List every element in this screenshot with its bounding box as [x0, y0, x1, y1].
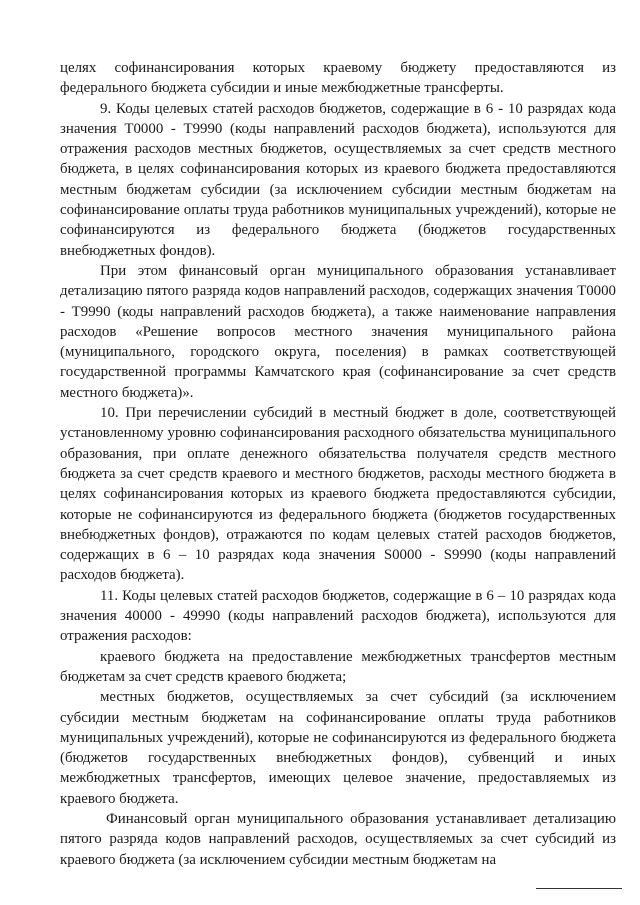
paragraph-item-10: 10. При перечислении субсидий в местный бюджет в доле, соответствующей установленному уровню софинансирования расходного обязательства муниципального образования, при оплате денежного обязательства получателя средств местного бюджета за счет средств краевого и местного бюджетов, расходы местного бюджета в целях софинансирования которых из краевого бюджета предоставляются субсидии, которые не софинансируются из федерального бюджета (бюджетов государственных внебюджетных фондов), отражаются по кодам целевых статей расходов бюджетов, содержащих в 6 – 10 разрядах кода значения S0000 - S9990 (коды направлений расходов бюджета).	[60, 405, 616, 584]
paragraph-item-11-local: местных бюджетов, осуществляемых за счет субсидий (за исключением субсидии местным бюджетам на софинансирование оплаты труда работников муниципальных учреждений), которые не софинансируются из федерального бюджета (бюджетов государственных внебюджетных фондов), субвенций и иных межбюджетных трансфертов, имеющих целевое значение, предоставляемых из краевого бюджета.	[60, 689, 616, 807]
paragraph-continuation: целях софинансирования которых краевому бюджету предоставляются из федерального бюджета субсидии и иные межбюджетные трансферты.	[60, 60, 616, 97]
paragraph-item-9: 9. Коды целевых статей расходов бюджетов, содержащие в 6 - 10 разрядах кода значения Т0000 - Т9990 (коды направлений расходов бюджета), используются для отражения расходов местных бюджетов, осуществляемых за счет средств местного бюджета, в целях софинансирования которых из краевого бюджета предоставляются местным бюджетам субсидии (за исключением субсидии местным бюджетам на софинансирование оплаты труда работников муниципальных учреждений), которые не софинансируются из федерального бюджета (бюджетов государственных внебюджетных фондов).	[60, 100, 616, 259]
document-page	[60, 58, 616, 870]
paragraph-item-11: 11. Коды целевых статей расходов бюджетов, содержащие в 6 – 10 разрядах кода значения 40000 - 49990 (коды направлений расходов бюджета), используются для отражения расходов:	[60, 587, 616, 645]
paragraph-item-11-regional: краевого бюджета на предоставление межбюджетных трансфертов местным бюджетам за счет средств краевого бюджета;	[60, 648, 616, 685]
paragraph-item-9-detail: При этом финансовый орган муниципального образования устанавливает детализацию пятого разряда кодов направлений расходов, содержащих значения Т0000 - Т9990 (коды направлений расходов бюджета), а также наименование направления расходов «Решение вопросов местного значения муниципального района (муниципального, городского округа, поселения) в рамках соответствующей государственной программы Камчатского края (софинансирование за счет средств местного бюджета)».	[60, 262, 616, 401]
page-footer-rule	[536, 888, 622, 889]
paragraph-item-11-detail: Финансовый орган муниципального образования устанавливает детализацию пятого разряда кодов направлений расходов, осуществляемых за счет субсидий из краевого бюджета (за исключением субсидии местным бюджетам на	[60, 810, 616, 868]
